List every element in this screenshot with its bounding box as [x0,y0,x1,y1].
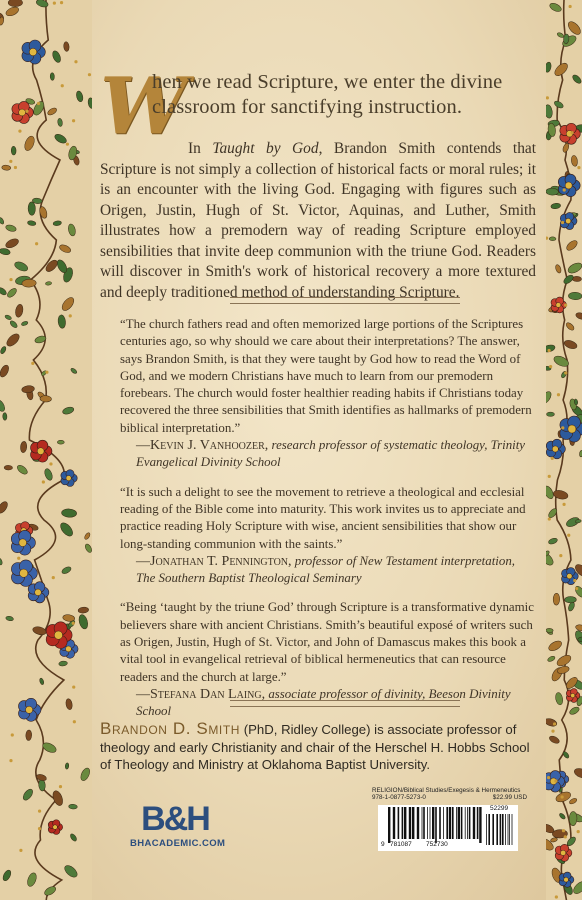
author-bio [100,720,536,774]
endorsement-attribution [120,437,536,472]
description-paragraph [100,139,536,303]
lead-sentence: hen we read Scripture, we enter the divine classroom for sanctifying instruction. [152,71,503,118]
author-bio-text: (PhD, Ridley College) is associate professor of theology and early Christianity and chair of the Herschel H. Hobbs School of Theology and Ministry at Oklahoma Baptist University. [100,722,530,772]
endorser-title: associate professor of divinity, Beeson Divinity School [136,686,511,719]
divider-top [230,297,460,304]
floral-vine-illustration [546,0,582,900]
barcode-panel [378,805,518,851]
floral-border-right [546,0,582,900]
barcode-digits-right: 752730 [426,841,448,848]
drop-cap: W [100,61,188,152]
barcode-block [372,787,527,857]
description-pre: In [188,140,213,158]
endorsement [120,316,536,472]
bisac-category: RELIGION/Biblical Studies/Exegesis & Hermeneutics [372,787,521,794]
endorsement-attribution [120,553,536,588]
endorsement-quote: “The church fathers read and often memorized large portions of the Scriptures centuries ago, so why should we care about their interpretations? The answer, says Brandon Smith, is that they were taught by God how to read the Word of God, and we modern Christians have much to learn from our premodern forebears. The church would foster healthier reading habits if Christians today recovered the three sensibilities that Smith identifies as hallmarks of premodern biblical interpretation.” [120,317,532,435]
barcode-addon-number: 52299 [490,805,509,812]
endorser-title: professor of New Testament interpretation, The Southern Baptist Theological Seminary [136,553,515,586]
endorsement-quote: “It is such a delight to see the movement to retrieve a theological and ecclesial reading of the Bible come into maturity. This work invites us to appreciate and practice reading Holy Scripture with wise, ancient sensibilities that show our long-standing communion with the saints.” [120,484,526,551]
description-text: , Brandon Smith contends that Scripture is not simply a collection of historical facts or moral rules; it is an encounter with the living God. Engaging with figures such as Origen, Justin, Hugh of St. Victor, Aquinas, and Luther, Smith illustrates how a premodern way of reading Scripture employed sensibilities that invite deep communion with the triune God. Readers will discover in Smith's work of historical recovery a more textured and deeply traditioned method of understanding Scripture. [100,140,537,301]
endorser-name: —Jonathan T. Pennington, [136,553,292,569]
floral-vine-illustration [0,0,92,900]
bh-logo-mark: B&H [141,800,209,838]
barcode-digit-first: 9 [381,841,385,848]
isbn: 978-1-0877-5273-0 [372,794,426,801]
isbn-price-line [372,794,527,801]
author-name: Brandon D. Smith [100,719,241,738]
divider-bottom [230,700,460,707]
floral-border-left [0,0,92,900]
publisher-logo [130,800,226,849]
endorser-name: —Kevin J. Vanhoozer, [136,438,269,454]
endorsement-quote: “Being ‘taught by the triune God’ through Scripture is a transformative dynamic believers share with ancient Christians. Smith’s beautiful exposé of writers such as Origen, Justin, Hugh of St. Victor, and John of Damascus makes this book a vital tool in evangelical retrieval of biblical hermeneutics that can resource readers and the church at large.” [120,600,534,684]
barcode-digits-left: 781087 [390,841,412,848]
publisher-url: BHACADEMIC.COM [130,838,226,849]
book-title: Taught by God [212,140,319,158]
endorser-title: research professor of systematic theology, Trinity Evangelical Divinity School [136,438,526,470]
endorsement [120,484,536,588]
endorsements [120,316,536,733]
endorser-name: —Stefana Dan Laing, [136,686,266,702]
price: $22.99 USD [492,794,527,801]
